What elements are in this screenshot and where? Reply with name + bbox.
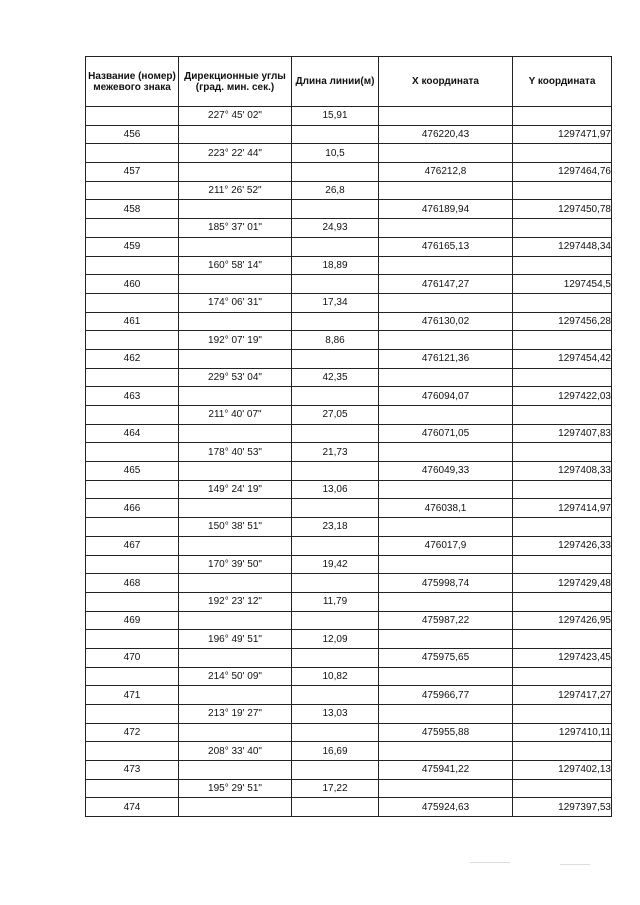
bearing-angle-cell (179, 499, 292, 518)
x-coordinate-cell: 476220,43 (379, 125, 513, 144)
marker-name-cell: 468 (86, 574, 179, 593)
y-coordinate-cell (513, 705, 612, 724)
x-coordinate-cell (379, 368, 513, 387)
marker-name-cell (86, 779, 179, 798)
marker-name-cell: 466 (86, 499, 179, 518)
marker-row (86, 237, 612, 256)
marker-row (86, 125, 612, 144)
segment-row (86, 630, 612, 649)
segment-row (86, 144, 612, 163)
marker-row (86, 275, 612, 294)
y-coordinate-cell: 1297426,95 (513, 611, 612, 630)
y-coordinate-cell: 1297450,78 (513, 200, 612, 219)
marker-row (86, 536, 612, 555)
x-coordinate-cell (379, 256, 513, 275)
marker-row (86, 686, 612, 705)
y-coordinate-cell (513, 592, 612, 611)
marker-name-cell: 460 (86, 275, 179, 294)
line-length-cell: 8,86 (292, 331, 379, 350)
marker-name-cell (86, 368, 179, 387)
x-coordinate-cell (379, 705, 513, 724)
y-coordinate-cell: 1297410,11 (513, 723, 612, 742)
marker-name-cell: 470 (86, 648, 179, 667)
header-x-coordinate: X координата (379, 57, 513, 107)
marker-name-cell: 473 (86, 761, 179, 780)
marker-name-cell: 472 (86, 723, 179, 742)
bearing-angle-cell: 227° 45' 02" (179, 107, 292, 126)
marker-name-cell (86, 742, 179, 761)
bearing-angle-cell: 229° 53' 04" (179, 368, 292, 387)
segment-row (86, 219, 612, 238)
bearing-angle-cell (179, 312, 292, 331)
y-coordinate-cell: 1297454,5 (513, 275, 612, 294)
marker-name-cell (86, 555, 179, 574)
marker-row (86, 574, 612, 593)
line-length-cell (292, 574, 379, 593)
line-length-cell: 15,91 (292, 107, 379, 126)
marker-row (86, 798, 612, 817)
bearing-angle-cell: 192° 07' 19" (179, 331, 292, 350)
segment-row (86, 779, 612, 798)
x-coordinate-cell (379, 630, 513, 649)
y-coordinate-cell (513, 630, 612, 649)
y-coordinate-cell: 1297456,28 (513, 312, 612, 331)
x-coordinate-cell (379, 293, 513, 312)
line-length-cell (292, 237, 379, 256)
y-coordinate-cell (513, 555, 612, 574)
bearing-angle-cell: 213° 19' 27" (179, 705, 292, 724)
line-length-cell: 11,79 (292, 592, 379, 611)
y-coordinate-cell: 1297417,27 (513, 686, 612, 705)
y-coordinate-cell (513, 368, 612, 387)
bearing-angle-cell (179, 125, 292, 144)
x-coordinate-cell (379, 219, 513, 238)
marker-name-cell: 474 (86, 798, 179, 817)
marker-row (86, 387, 612, 406)
segment-row (86, 293, 612, 312)
marker-row (86, 200, 612, 219)
marker-name-cell: 458 (86, 200, 179, 219)
segment-row (86, 518, 612, 537)
line-length-cell (292, 798, 379, 817)
x-coordinate-cell (379, 480, 513, 499)
header-y-coordinate: Y координата (513, 57, 612, 107)
line-length-cell: 17,34 (292, 293, 379, 312)
x-coordinate-cell: 475975,65 (379, 648, 513, 667)
x-coordinate-cell (379, 107, 513, 126)
bearing-angle-cell (179, 761, 292, 780)
marker-name-cell (86, 518, 179, 537)
y-coordinate-cell: 1297397,53 (513, 798, 612, 817)
bearing-angle-cell: 185° 37' 01" (179, 219, 292, 238)
line-length-cell: 16,69 (292, 742, 379, 761)
marker-name-cell (86, 181, 179, 200)
marker-name-cell (86, 480, 179, 499)
x-coordinate-cell: 476038,1 (379, 499, 513, 518)
marker-row (86, 611, 612, 630)
x-coordinate-cell: 475924,63 (379, 798, 513, 817)
marker-name-cell: 457 (86, 163, 179, 182)
marker-name-cell: 456 (86, 125, 179, 144)
marker-row (86, 723, 612, 742)
y-coordinate-cell (513, 443, 612, 462)
bearing-angle-cell: 195° 29' 51" (179, 779, 292, 798)
header-line-length: Длина линии(м) (292, 57, 379, 107)
bearing-angle-cell (179, 686, 292, 705)
line-length-cell: 23,18 (292, 518, 379, 537)
line-length-cell (292, 312, 379, 331)
bearing-angle-cell: 211° 26' 52" (179, 181, 292, 200)
marker-row (86, 462, 612, 481)
y-coordinate-cell (513, 518, 612, 537)
marker-name-cell (86, 630, 179, 649)
y-coordinate-cell: 1297429,48 (513, 574, 612, 593)
marker-name-cell (86, 219, 179, 238)
x-coordinate-cell: 475955,88 (379, 723, 513, 742)
line-length-cell (292, 125, 379, 144)
x-coordinate-cell (379, 667, 513, 686)
bearing-angle-cell: 178° 40' 53" (179, 443, 292, 462)
bearing-angle-cell: 192° 23' 12" (179, 592, 292, 611)
marker-row (86, 499, 612, 518)
marker-name-cell: 467 (86, 536, 179, 555)
line-length-cell: 17,22 (292, 779, 379, 798)
y-coordinate-cell: 1297422,03 (513, 387, 612, 406)
bearing-angle-cell: 170° 39' 50" (179, 555, 292, 574)
bearing-angle-cell (179, 349, 292, 368)
y-coordinate-cell (513, 667, 612, 686)
segment-row (86, 555, 612, 574)
marker-row (86, 424, 612, 443)
marker-name-cell: 469 (86, 611, 179, 630)
bearing-angle-cell (179, 424, 292, 443)
bearing-angle-cell (179, 275, 292, 294)
table-header-row (86, 57, 612, 107)
bearing-angle-cell (179, 574, 292, 593)
x-coordinate-cell: 476189,94 (379, 200, 513, 219)
y-coordinate-cell (513, 331, 612, 350)
line-length-cell: 24,93 (292, 219, 379, 238)
bearing-angle-cell (179, 723, 292, 742)
y-coordinate-cell: 1297402,13 (513, 761, 612, 780)
x-coordinate-cell: 476165,13 (379, 237, 513, 256)
table-body (86, 107, 612, 817)
bearing-angle-cell: 160° 58' 14" (179, 256, 292, 275)
x-coordinate-cell: 475987,22 (379, 611, 513, 630)
marker-row (86, 349, 612, 368)
x-coordinate-cell: 475941,22 (379, 761, 513, 780)
bearing-angle-cell (179, 200, 292, 219)
x-coordinate-cell (379, 144, 513, 163)
line-length-cell (292, 686, 379, 705)
line-length-cell (292, 275, 379, 294)
line-length-cell: 10,5 (292, 144, 379, 163)
y-coordinate-cell: 1297414,97 (513, 499, 612, 518)
x-coordinate-cell: 476071,05 (379, 424, 513, 443)
marker-name-cell (86, 443, 179, 462)
bearing-angle-cell: 214° 50' 09" (179, 667, 292, 686)
segment-row (86, 667, 612, 686)
bearing-angle-cell (179, 611, 292, 630)
marker-name-cell: 471 (86, 686, 179, 705)
marker-name-cell (86, 144, 179, 163)
x-coordinate-cell: 476147,27 (379, 275, 513, 294)
marker-name-cell: 463 (86, 387, 179, 406)
segment-row (86, 480, 612, 499)
y-coordinate-cell (513, 219, 612, 238)
bearing-angle-cell (179, 462, 292, 481)
y-coordinate-cell: 1297426,33 (513, 536, 612, 555)
segment-row (86, 705, 612, 724)
line-length-cell (292, 611, 379, 630)
segment-row (86, 368, 612, 387)
marker-row (86, 648, 612, 667)
y-coordinate-cell: 1297423,45 (513, 648, 612, 667)
x-coordinate-cell: 476130,02 (379, 312, 513, 331)
marker-name-cell (86, 406, 179, 425)
x-coordinate-cell (379, 518, 513, 537)
segment-row (86, 443, 612, 462)
bearing-angle-cell: 196° 49' 51" (179, 630, 292, 649)
line-length-cell: 13,06 (292, 480, 379, 499)
marker-row (86, 312, 612, 331)
marker-row (86, 761, 612, 780)
y-coordinate-cell: 1297454,42 (513, 349, 612, 368)
line-length-cell (292, 536, 379, 555)
y-coordinate-cell (513, 779, 612, 798)
y-coordinate-cell (513, 293, 612, 312)
x-coordinate-cell: 475998,74 (379, 574, 513, 593)
y-coordinate-cell: 1297464,76 (513, 163, 612, 182)
line-length-cell: 12,09 (292, 630, 379, 649)
line-length-cell: 13,03 (292, 705, 379, 724)
line-length-cell (292, 462, 379, 481)
marker-name-cell: 459 (86, 237, 179, 256)
x-coordinate-cell: 475966,77 (379, 686, 513, 705)
y-coordinate-cell (513, 742, 612, 761)
line-length-cell: 42,35 (292, 368, 379, 387)
marker-name-cell: 462 (86, 349, 179, 368)
y-coordinate-cell (513, 181, 612, 200)
x-coordinate-cell (379, 406, 513, 425)
bearing-angle-cell (179, 648, 292, 667)
x-coordinate-cell: 476017,9 (379, 536, 513, 555)
line-length-cell (292, 723, 379, 742)
header-bearing-angle: Дирекционные углы (град. мин. сек.) (179, 57, 292, 107)
boundary-coordinates-table (85, 56, 612, 817)
line-length-cell: 21,73 (292, 443, 379, 462)
y-coordinate-cell (513, 480, 612, 499)
bearing-angle-cell: 150° 38' 51" (179, 518, 292, 537)
line-length-cell (292, 648, 379, 667)
segment-row (86, 256, 612, 275)
bearing-angle-cell: 208° 33' 40" (179, 742, 292, 761)
segment-row (86, 406, 612, 425)
header-marker-name: Название (номер) межевого знака (86, 57, 179, 107)
marker-name-cell (86, 293, 179, 312)
marker-name-cell: 464 (86, 424, 179, 443)
x-coordinate-cell (379, 779, 513, 798)
marker-name-cell (86, 667, 179, 686)
y-coordinate-cell: 1297471,97 (513, 125, 612, 144)
y-coordinate-cell: 1297407,83 (513, 424, 612, 443)
y-coordinate-cell (513, 406, 612, 425)
line-length-cell: 18,89 (292, 256, 379, 275)
y-coordinate-cell: 1297448,34 (513, 237, 612, 256)
segment-row (86, 742, 612, 761)
segment-row (86, 107, 612, 126)
y-coordinate-cell (513, 107, 612, 126)
line-length-cell: 26,8 (292, 181, 379, 200)
x-coordinate-cell (379, 592, 513, 611)
line-length-cell (292, 200, 379, 219)
line-length-cell (292, 424, 379, 443)
marker-name-cell (86, 592, 179, 611)
line-length-cell: 10,82 (292, 667, 379, 686)
bearing-angle-cell (179, 163, 292, 182)
bearing-angle-cell: 223° 22' 44" (179, 144, 292, 163)
marker-name-cell (86, 256, 179, 275)
bearing-angle-cell (179, 798, 292, 817)
x-coordinate-cell (379, 443, 513, 462)
x-coordinate-cell: 476094,07 (379, 387, 513, 406)
bearing-angle-cell (179, 387, 292, 406)
bearing-angle-cell: 149° 24' 19" (179, 480, 292, 499)
line-length-cell (292, 163, 379, 182)
y-coordinate-cell (513, 144, 612, 163)
segment-row (86, 181, 612, 200)
x-coordinate-cell: 476121,36 (379, 349, 513, 368)
marker-name-cell (86, 331, 179, 350)
line-length-cell (292, 387, 379, 406)
line-length-cell: 27,05 (292, 406, 379, 425)
segment-row (86, 331, 612, 350)
bearing-angle-cell: 174° 06' 31" (179, 293, 292, 312)
x-coordinate-cell: 476049,33 (379, 462, 513, 481)
x-coordinate-cell (379, 331, 513, 350)
scan-speck (560, 864, 590, 865)
scan-speck (470, 862, 510, 863)
marker-name-cell: 465 (86, 462, 179, 481)
x-coordinate-cell (379, 181, 513, 200)
segment-row (86, 592, 612, 611)
marker-row (86, 163, 612, 182)
marker-name-cell (86, 705, 179, 724)
marker-name-cell: 461 (86, 312, 179, 331)
x-coordinate-cell (379, 742, 513, 761)
marker-name-cell (86, 107, 179, 126)
x-coordinate-cell (379, 555, 513, 574)
line-length-cell (292, 499, 379, 518)
bearing-angle-cell (179, 237, 292, 256)
y-coordinate-cell (513, 256, 612, 275)
line-length-cell: 19,42 (292, 555, 379, 574)
bearing-angle-cell (179, 536, 292, 555)
line-length-cell (292, 349, 379, 368)
x-coordinate-cell: 476212,8 (379, 163, 513, 182)
line-length-cell (292, 761, 379, 780)
y-coordinate-cell: 1297408,33 (513, 462, 612, 481)
bearing-angle-cell: 211° 40' 07" (179, 406, 292, 425)
